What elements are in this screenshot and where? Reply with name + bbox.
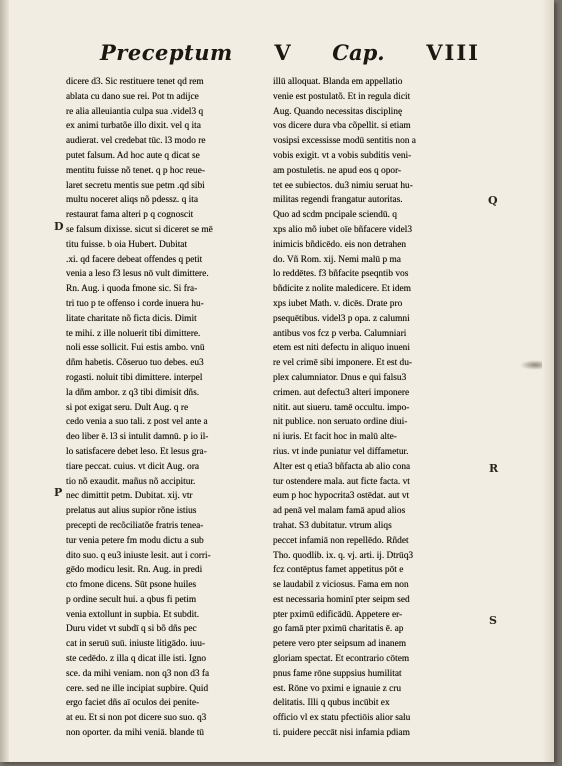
left-column-line: deo liber ē. l3 si intulit damnū. p io il-	[66, 432, 209, 443]
right-column-line: plex calumniator. Dnus e qui falsu3	[273, 372, 407, 383]
left-column-line: .xi. qd facere debeat offendes q petit	[66, 254, 203, 265]
left-column-line: laret secretu mentis sue petm .qd sibi	[66, 180, 205, 191]
left-column-line: nec dimittit petm. Dubitat. xij. vtr	[66, 491, 193, 502]
left-column-line: ergo faciet dñs aī oculos dei penite-	[66, 698, 200, 709]
right-column-line: ni iuris. Et facit hoc in malū alte-	[273, 432, 397, 443]
header-roman: V	[274, 40, 291, 65]
right-column-line: petere vero pter seipsum ad inanem	[273, 639, 407, 650]
left-column-line: restaurat fama alteri p q cognoscit	[66, 210, 194, 221]
left-column-line: non oporter. da mihi veniā. blande tū	[66, 728, 204, 739]
left-column-line: dicere d3. Sic restituere tenet qd rem	[66, 77, 204, 87]
right-column-line: Aug. Quando necessitas disciplinę	[273, 106, 403, 117]
left-column-line: at eu. Et si non pot dicere suo suo. q3	[66, 713, 207, 724]
right-column-line: xps alio mõ iubet oīe bñfacere videl3	[273, 224, 413, 235]
right-text-column	[273, 75, 483, 741]
left-column-line: gēdo modicu lesit. Rn. Aug. in predi	[66, 565, 203, 576]
right-column-line: antibus vos fcz p verba. Calumniari	[273, 328, 407, 339]
left-column-line: audierat. vel credebat tūc. l3 modo re	[66, 136, 206, 147]
left-column-line: ex animi turbatõe illo dixit. vel q ita	[66, 121, 201, 132]
left-column-line: dñm habetis. Cõseruo tuo debes. eu3	[66, 358, 204, 369]
right-column-line: ti. puidere peccāt nisi infamia pdiam	[273, 728, 410, 739]
right-column-line: eum p hoc hypocrita3 ostēdat. aut vt	[273, 491, 410, 502]
right-column-line: psequētibus. videl3 p opa. z calumni	[273, 313, 410, 324]
right-column-line: go famā pter pximū charitatis ē. ap	[273, 624, 404, 635]
right-column-line: etem est niti defectu in aliquo inueni	[273, 343, 410, 354]
right-column-line: fcz contēptus famet appetitus pōt e	[273, 565, 404, 576]
left-column-line: re alia alleuiantia culpa sua .videl3 q	[66, 106, 204, 117]
left-column-line: multu noceret aliqs nõ pdessz. q ita	[66, 195, 199, 206]
right-column-line: peccet infamiā non repellēdo. Rñdet	[273, 535, 409, 546]
right-column-line: est. Rōne vo pximi e ignauie z cru	[273, 683, 402, 694]
right-column-line: crimen. aut defectu3 alteri imponere	[273, 387, 410, 398]
right-column-line: nit publice. non seruato ordine diui-	[273, 417, 408, 428]
right-column-line: gloriam spectat. Et econtrario cōtem	[273, 654, 410, 665]
right-column-line: officio vl ex statu pfectiōis alior salu	[273, 713, 411, 724]
header-title: Preceptum	[100, 40, 233, 65]
ink-stain	[520, 360, 550, 370]
left-column-line: mentitu fuisse nõ tenet. q p hoc reue-	[66, 165, 206, 176]
left-column-line: Duru videt vt subdī q si bõ dñs pec	[66, 624, 197, 635]
right-column-line: venie est postulatõ. Et in regula dicit	[273, 91, 411, 102]
right-column-line: inimicis bñdicēdo. eis non detrahen	[273, 239, 407, 250]
left-column-line: te mihi. z ille noluerit tibi dimittere.	[66, 328, 201, 339]
right-column-line: ad penā vel malam famā apud alios	[273, 506, 406, 517]
right-column-line: militas regendi frangatur autoritas.	[273, 195, 403, 206]
left-column-line: p ordine secult hui. a qbus fi petim	[66, 594, 197, 605]
right-column-line: Tho. quodlib. ix. q. vj. arti. ij. Dtrūq3	[273, 550, 414, 561]
margin-letter-r: R	[489, 462, 499, 475]
right-column-line: vosipsi excessisse modū sentitis non a	[273, 136, 416, 147]
left-column-line: tiare peccat. cuius. vt dicit Aug. ora	[66, 461, 200, 472]
left-column-line: prelatus aut alius supior rõne istius	[66, 506, 197, 517]
left-column-line: cere. sed ne ille incipiat supbire. Quid	[66, 683, 209, 694]
right-column-line: trahat. S3 dubitatur. vtrum aliqs	[273, 520, 392, 531]
left-column-line: se falsum dixisse. sicut si diceret se mē	[66, 224, 213, 235]
right-column-line: Alter est q etia3 bñfacta ab alio cona	[273, 461, 411, 472]
left-column-line: precepti de recõciliatõe fratris tenea-	[66, 520, 204, 531]
right-column-line: vobis exigit. vt a vobis subditis veni-	[273, 150, 412, 161]
right-column-line: vos dicere dura vba cõpellit. si etiam	[273, 121, 411, 132]
right-column-line: illū alloquat. Blanda em appellatio	[273, 77, 403, 87]
margin-letter-q: Q	[488, 194, 498, 207]
left-column-line: cedo venia a suo tali. z post vel ante a	[66, 417, 208, 428]
header-chapter-number: VIII	[426, 40, 480, 65]
left-column-line: tur venia petere fm modu dictu a sub	[66, 535, 204, 546]
left-column-line: tio nõ exaudit. mañus nõ accipitur.	[66, 476, 196, 487]
right-column-line: rius. vt inde puniatur vel diffametur.	[273, 446, 409, 457]
left-column-line: Rn. Aug. i quoda fmone sic. Si fra-	[66, 284, 198, 295]
right-column-line: re vel crimē sibi imponere. Et est du-	[273, 358, 413, 369]
margin-letter-d: D	[54, 220, 64, 233]
left-column-line: noli esse sollicit. Fui estis ambo. vnū	[66, 343, 205, 354]
left-column-line: venia extollunt in supbia. Et subdit.	[66, 609, 200, 620]
left-column-line: ste cedēdo. z illa q dicat ille isti. Igno	[66, 654, 207, 665]
left-column-line: rogasti. noluit tibi dimittere. interpel	[66, 372, 203, 383]
margin-letter-p: P	[54, 486, 63, 499]
left-column-line: sce. da mihi veniam. non q3 non d3 fa	[66, 668, 210, 679]
left-column-line: litate charitate nõ ficta dicis. Dimit	[66, 313, 197, 324]
header-cap: Cap.	[332, 40, 385, 65]
right-column-line: bñdicite z nolite maledicere. Et idem	[273, 284, 411, 295]
left-text-column	[66, 75, 270, 741]
right-column-line: tet ee subiectos. du3 nimiu seruat hu-	[273, 180, 413, 191]
right-column-line: delitatis. Illi q qubus incūbit ex	[273, 698, 390, 709]
right-column-line: do. Vñ Rom. xij. Nemi malū p ma	[273, 254, 401, 265]
left-column-line: titu fuisse. b oia Hubert. Dubitat	[66, 239, 188, 250]
right-column-line: tur ostendere mala. aut ficte facta. vt	[273, 476, 410, 487]
left-column-line: tri tuo p te offenso i corde inuera hu-	[66, 298, 204, 309]
left-column-line: lo satisfacere debet leso. Et lesus gra-	[66, 446, 207, 457]
left-column-line: putet falsum. Ad hoc aute q dicat se	[66, 150, 200, 161]
right-column-line: am postuletis. ne apud eos q opor-	[273, 165, 402, 176]
left-column-line: la dñm ambor. z q3 tibi dimisit dñs.	[66, 387, 200, 398]
running-header	[100, 40, 480, 65]
left-column-line: venia a leso f3 lesus nō vult dimittere.	[66, 269, 209, 280]
left-column-line: dito suo. q eu3 iniuste lesit. aut i corri-	[66, 550, 211, 561]
right-column-line: xps iubet Math. v. dicēs. Drate pro	[273, 298, 403, 309]
right-column-line: est necessaria hominī pter seipm sed	[273, 594, 410, 605]
left-column-line: ablata cu dano sue rei. Pot tn adijce	[66, 91, 199, 102]
right-column-line: Quo ad scdm pncipale sciendū. q	[273, 210, 397, 221]
left-column-line: cat in seruū suū. iniuste litigādo. iuu-	[66, 639, 206, 650]
right-column-line: pter pximū edificādū. Appetere er-	[273, 609, 403, 620]
right-column-line: se laudabil z viciosus. Fama em non	[273, 580, 409, 591]
left-column-line: si pot exigat seru. Dult Aug. q re	[66, 402, 189, 413]
left-column-line: cto fmone dicens. Sūt psone huiles	[66, 580, 197, 591]
right-column-line: pnus fame rōne suppsius humilitat	[273, 668, 402, 679]
right-column-line: nitit. aut siueru. tamē occultu. impo-	[273, 402, 410, 413]
margin-letter-s: S	[489, 614, 497, 627]
right-column-line: lo reddētes. f3 bñfacite pseqntib vos	[273, 269, 409, 280]
